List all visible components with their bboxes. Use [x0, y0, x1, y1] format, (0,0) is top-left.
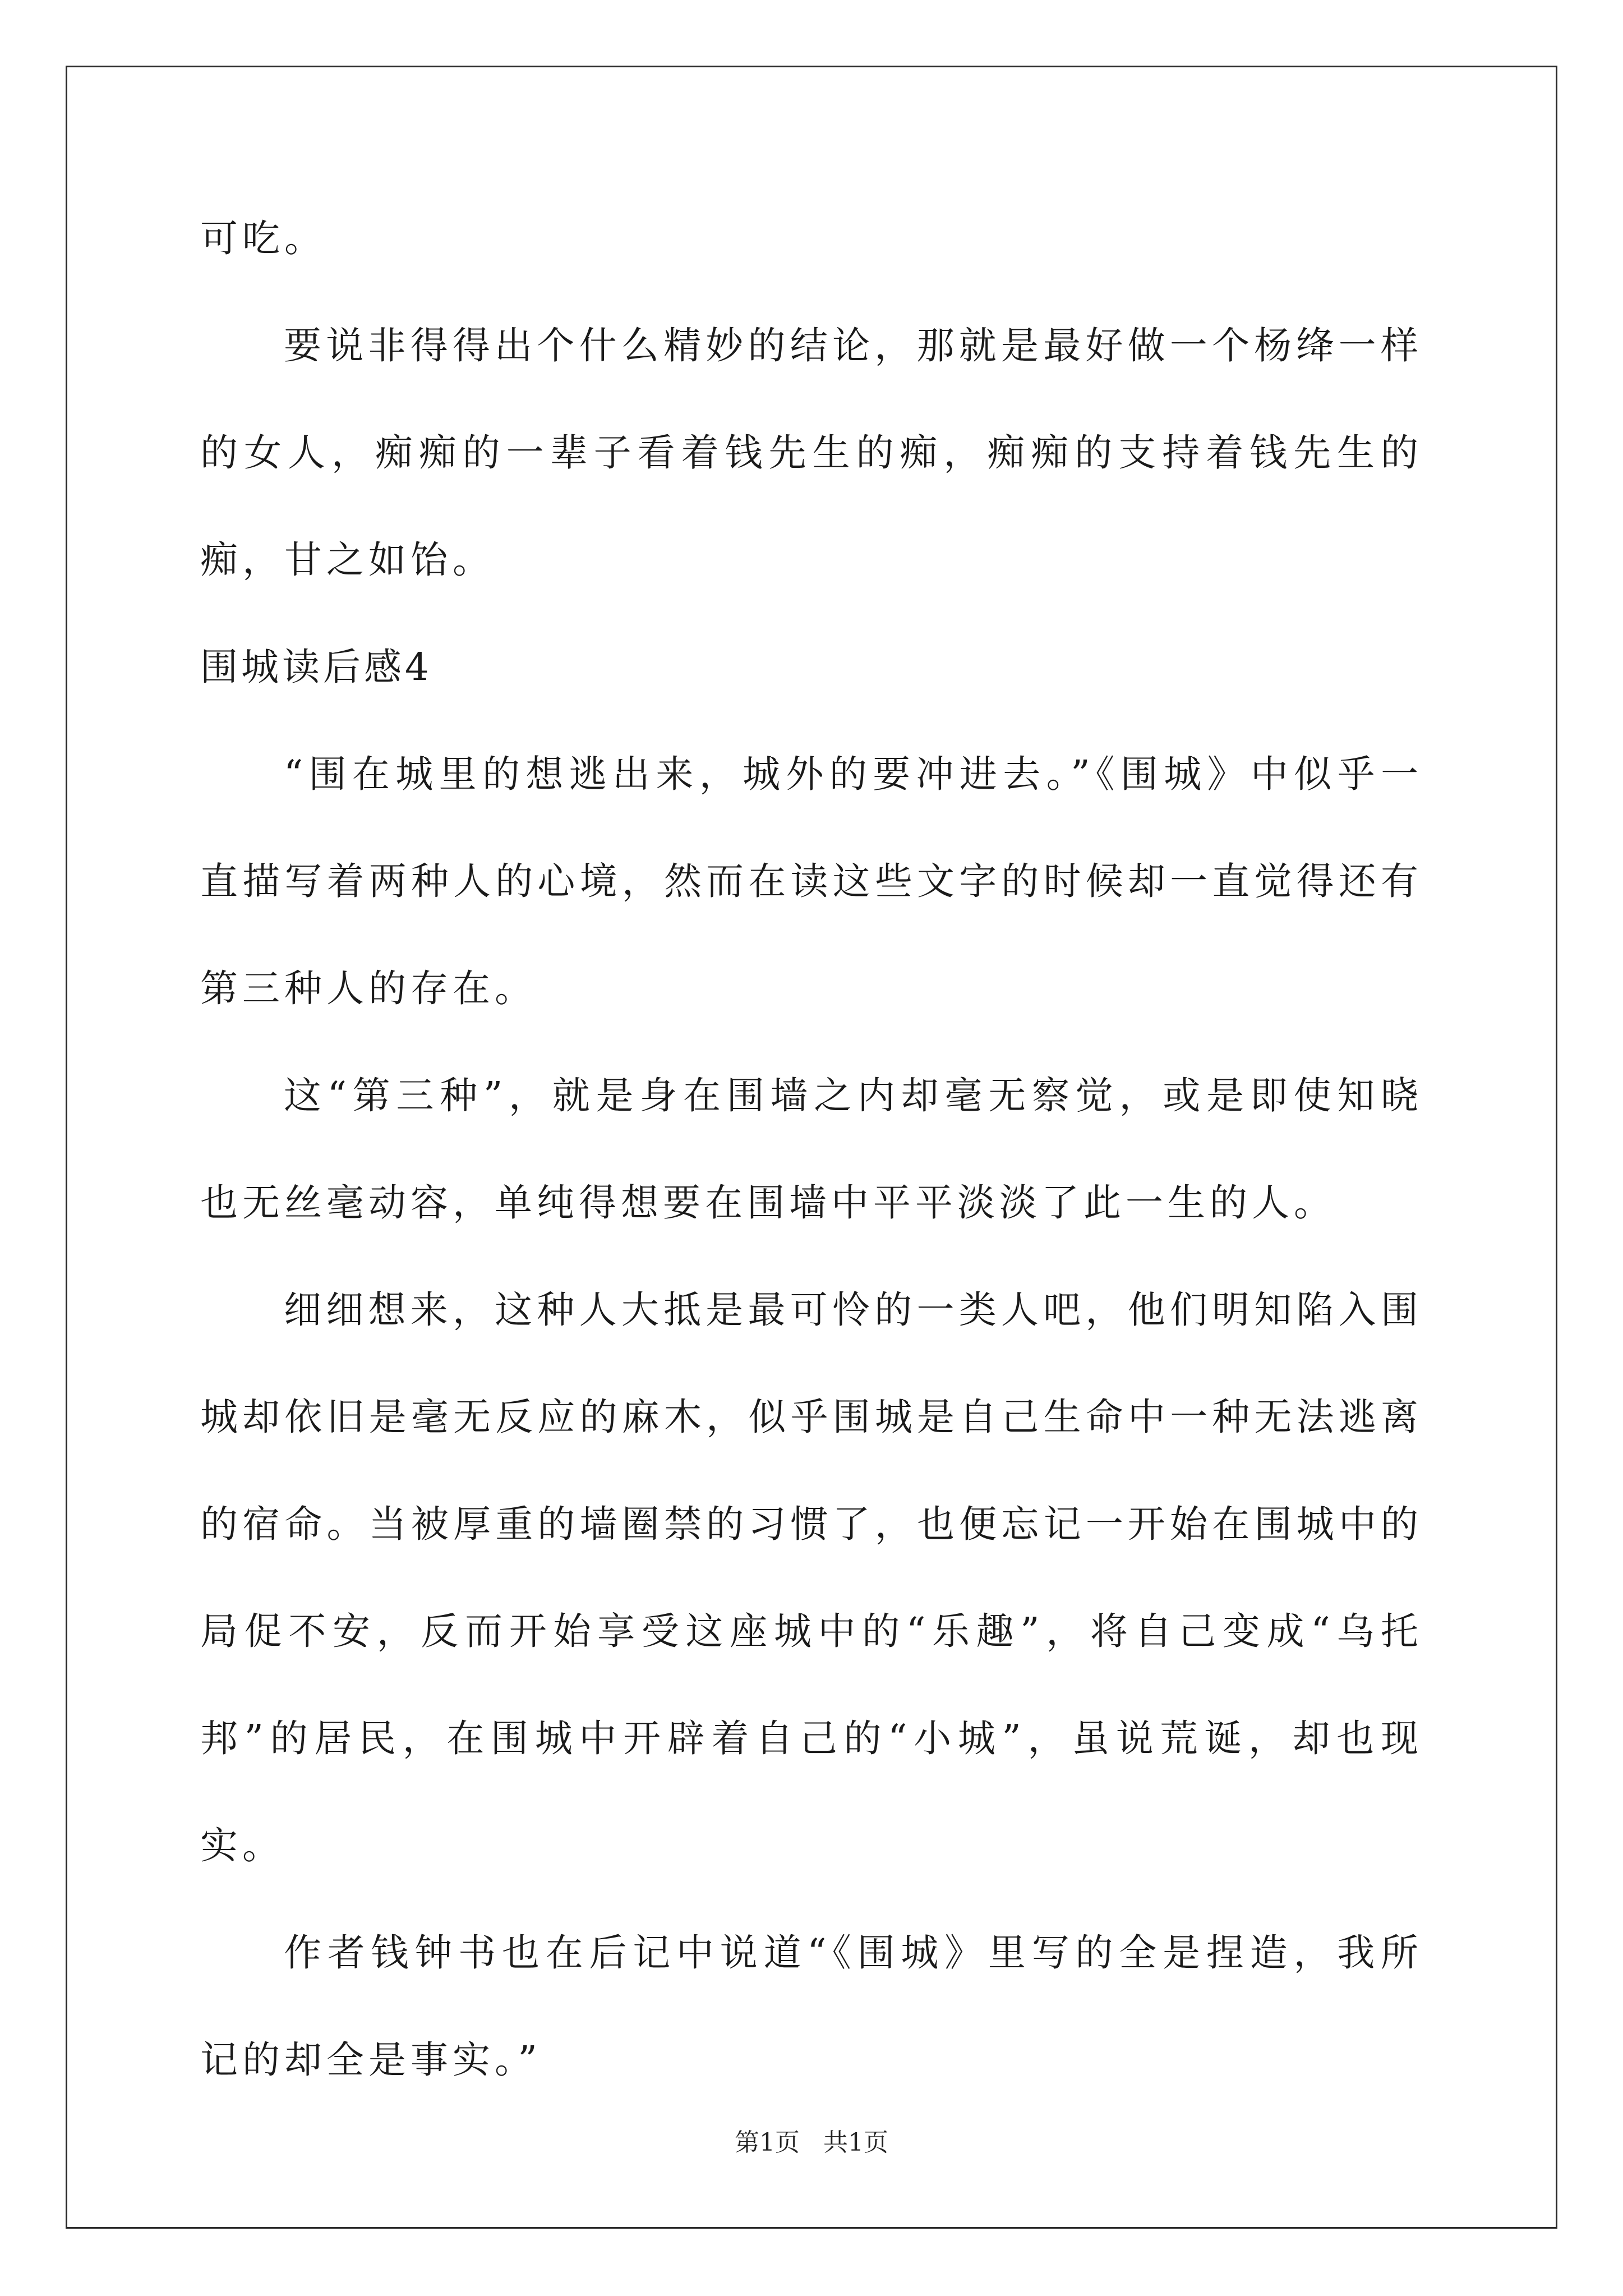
page-footer [0, 2126, 1623, 2160]
paragraph-6: 作者钱钟书也在后记中说道“《围城》里写的全是捏造，我所记的却全是事实。” [200, 1931, 1423, 2082]
paragraph-3: “围在城里的想逃出来，城外的要冲进去。”《围城》中似乎一直描写着两种人的心境，然而在读这些文字的时候却一直觉得还有第三种人的存在。 [200, 752, 1423, 1010]
page-number-total: 共1页 [823, 2128, 888, 2157]
paragraph-2: 要说非得得出个什么精妙的结论，那就是最好做一个杨绛一样的女人，痴痴的一辈子看着钱先生的痴，痴痴的支持着钱先生的痴，甘之如饴。 [200, 324, 1423, 582]
section-heading: 围城读后感4 [200, 645, 432, 689]
paragraph-4: 这“第三种”，就是身在围墙之内却毫无察觉，或是即使知晓也无丝毫动容，单纯得想要在围墙中平平淡淡了此一生的人。 [200, 1074, 1423, 1225]
paragraph-1: 可吃。 [200, 217, 326, 260]
paragraph-5: 细细想来，这种人大抵是最可怜的一类人吧，他们明知陷入围城却依旧是毫无反应的麻木，似乎围城是自己生命中一种无法逃离的宿命。当被厚重的墙圈禁的习惯了，也便忘记一开始在围城中的局促不安，反而开始享受这座城中的“乐趣”，将自己变成“乌托邦”的居民，在围城中开辟着自己的“小城”，虽说荒诞，却也现实。 [200, 1288, 1423, 1867]
page-number-current: 第1页 [735, 2128, 800, 2157]
document-body [200, 185, 1423, 2114]
